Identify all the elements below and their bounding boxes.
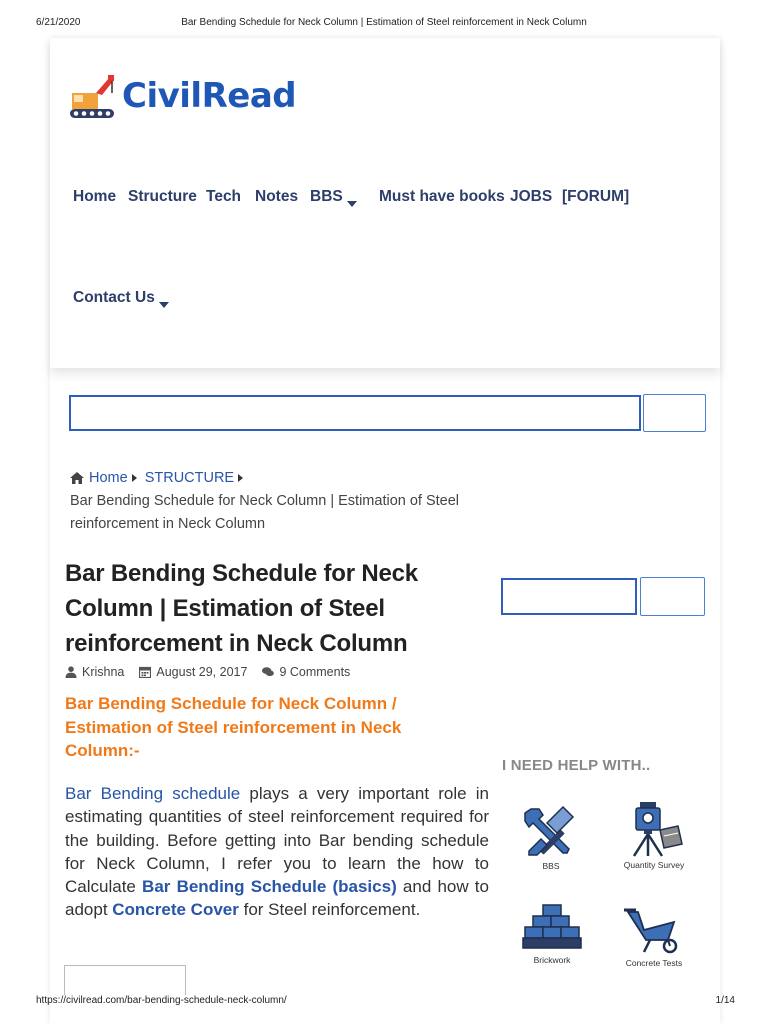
print-url: https://civilread.com/bar-bending-schedule-neck-column/ <box>36 995 287 1006</box>
nav-item-tech[interactable]: Tech <box>206 188 242 205</box>
help-tile-label: Concrete Tests <box>625 958 683 968</box>
print-page-number: 1/14 <box>715 995 735 1006</box>
nav-contact-label: Contact Us <box>73 289 155 306</box>
sidebar-search-input[interactable] <box>501 578 637 615</box>
meta-comments <box>262 665 350 679</box>
help-tile-label: Brickwork <box>533 955 571 965</box>
help-tile-bbs[interactable] <box>510 803 592 871</box>
paragraph-text-3: for Steel reinforcement. <box>238 900 421 920</box>
print-title: Bar Bending Schedule for Neck Column | Estimation of Steel reinforcement in Neck Column <box>181 17 587 28</box>
meta-date <box>139 665 247 679</box>
nav-item-notes[interactable]: Notes <box>255 188 299 205</box>
user-icon <box>65 666 77 678</box>
breadcrumb-section[interactable]: STRUCTURE <box>144 469 235 486</box>
sidebar-search-button[interactable] <box>640 577 705 616</box>
breadcrumb-home[interactable]: Home <box>89 469 128 486</box>
nav-bbs-label: BBS <box>310 188 343 205</box>
content-placeholder-box <box>64 965 186 995</box>
surveying-instrument-icon <box>624 800 684 858</box>
post-date: August 29, 2017 <box>156 665 248 679</box>
comments-count[interactable]: 9 Comments <box>279 665 351 679</box>
site-logo[interactable] <box>66 70 296 122</box>
article-paragraph <box>65 782 489 922</box>
nav-item-contact[interactable] <box>73 289 169 308</box>
wheelbarrow-icon <box>622 906 686 956</box>
breadcrumb <box>70 468 490 535</box>
meta-author <box>65 665 124 679</box>
link-bar-bending-schedule[interactable]: Bar Bending schedule <box>65 784 241 803</box>
nav-item-books[interactable]: Must have books <box>379 188 505 205</box>
caret-right-icon <box>132 474 137 482</box>
help-tile-label: Quantity Survey <box>623 860 685 870</box>
calendar-icon <box>139 666 151 678</box>
search-input[interactable] <box>69 395 641 431</box>
chevron-down-icon <box>159 302 169 308</box>
caret-right-icon <box>238 474 243 482</box>
print-header <box>0 17 768 33</box>
logo-text: CivilRead <box>122 76 297 116</box>
nav-item-jobs[interactable]: JOBS <box>510 188 553 205</box>
nav-item-home[interactable]: Home <box>73 188 117 205</box>
paragraph-text-1: plays a very important role in estimating quantities of steel reinforcement required for the building. Before getting into Bar bending schedule for Neck Column, I refer you to learn the how to Calculate <box>65 784 489 897</box>
crane-truck-icon <box>66 71 118 121</box>
paragraph-text-2: and how to adopt <box>65 877 489 920</box>
nav-item-structure[interactable]: Structure <box>128 188 197 205</box>
article-title: Bar Bending Schedule for Neck Column | Estimation of Steel reinforcement in Neck Column <box>65 560 418 657</box>
link-bbs-basics[interactable]: Bar Bending Schedule (basics) <box>142 877 397 897</box>
comments-icon <box>262 666 274 678</box>
nav-item-forum[interactable]: [FORUM] <box>562 188 630 205</box>
help-tile-concrete-tests[interactable] <box>614 906 694 968</box>
help-tile-label: BBS <box>542 861 560 871</box>
link-concrete-cover[interactable]: Concrete Cover <box>112 900 239 920</box>
article-meta <box>65 664 365 680</box>
breadcrumb-current: Bar Bending Schedule for Neck Column | Estimation of Steel reinforcement in Neck Column <box>70 493 460 532</box>
help-heading: I NEED HELP WITH.. <box>502 757 651 774</box>
nav-item-bbs[interactable] <box>310 188 357 207</box>
wrench-screwdriver-icon <box>523 803 579 859</box>
chevron-down-icon <box>347 201 357 207</box>
help-tile-quantity-survey[interactable] <box>614 800 694 870</box>
help-tile-brickwork[interactable] <box>512 903 592 965</box>
home-icon <box>70 472 84 484</box>
brick-stack-icon <box>521 903 583 953</box>
search-button[interactable] <box>643 394 706 432</box>
article-subheading: Bar Bending Schedule for Neck Column / Estimation of Steel reinforcement in Neck Column:- <box>65 694 402 760</box>
print-date: 6/21/2020 <box>36 17 81 28</box>
author-name[interactable]: Krishna <box>82 665 125 679</box>
